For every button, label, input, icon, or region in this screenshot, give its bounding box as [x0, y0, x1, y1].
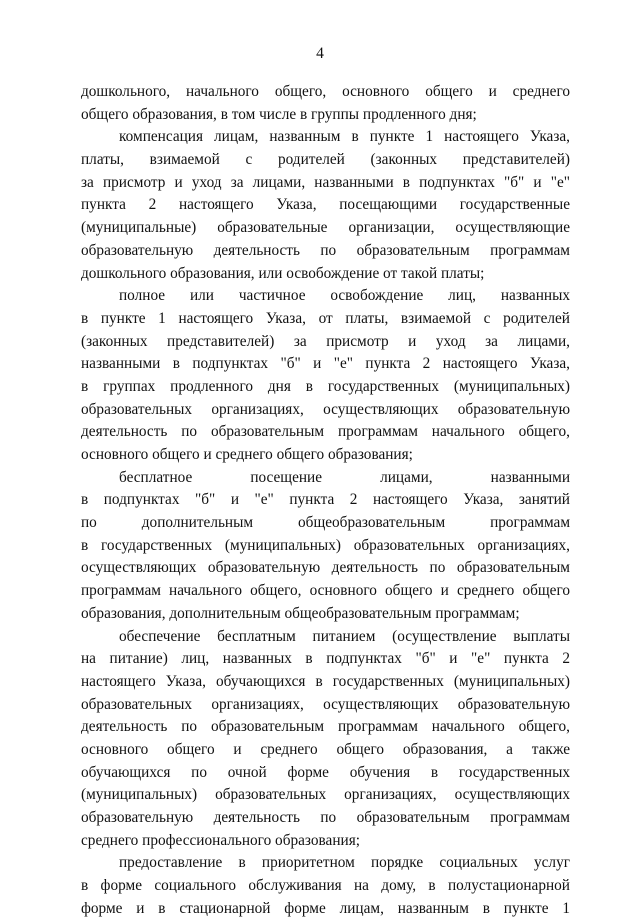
text-line: настоящего Указа, обучающихся в государственных (муниципальных): [81, 672, 570, 690]
text-line: (муниципальных) образовательных организациях, осуществляющих: [81, 786, 570, 804]
text-line: в государственных (муниципальных) образовательных организациях,: [81, 536, 570, 554]
text-line: образовательную деятельность по образовательным программам: [81, 809, 570, 826]
text-line: основного общего и среднего общего образования, а также: [81, 740, 570, 758]
text-line: компенсация лицам, названным в пункте 1 настоящего Указа,: [119, 128, 570, 146]
document-body: [81, 81, 570, 920]
text-line: основного общего и среднего общего образования;: [81, 446, 413, 463]
text-line: в группах продленного дня в государственных (муниципальных): [81, 377, 570, 395]
text-line: деятельность по образовательным программам начального общего,: [81, 423, 570, 441]
text-line: пункта 2 настоящего Указа, посещающими государственные: [81, 196, 570, 214]
page-number: 4: [316, 45, 324, 62]
text-line: осуществляющих образовательную деятельность по образовательным: [81, 559, 570, 577]
text-line: платы, взимаемой с родителей (законных представителей): [81, 151, 570, 169]
text-line: образовательную деятельность по образовательным программам: [81, 241, 570, 259]
text-line: обучающихся по очной форме обучения в государственных: [81, 763, 570, 781]
text-line: за присмотр и уход за лицами, названными в подпунктах "б" и "е": [81, 173, 570, 191]
text-line: форме и в стационарной форме лицам, названным в пункте 1: [81, 899, 570, 917]
text-line: названными в подпунктах "б" и "е" пункта 2 настоящего Указа,: [81, 355, 570, 373]
text-line: по дополнительным общеобразовательным программам: [81, 514, 570, 532]
text-line: деятельность по образовательным программам начального общего,: [81, 718, 570, 736]
text-line: (законных представителей) за присмотр и уход за лицами,: [81, 332, 570, 350]
text-line: дошкольного образования, или освобождение от такой платы;: [81, 264, 485, 282]
text-line: обеспечение бесплатным питанием (осуществление выплаты: [119, 627, 570, 645]
text-line: образовательных организациях, осуществляющих образовательную: [81, 400, 570, 418]
text-line: образовательных организациях, осуществляющих образовательную: [81, 695, 570, 713]
text-line: на питание) лиц, названных в подпунктах "б" и "е" пункта 2: [81, 650, 570, 668]
text-line: программам начального общего, основного общего и среднего общего: [81, 582, 570, 600]
text-line: бесплатное посещение лицами, названными: [119, 468, 570, 486]
text-line: в пункте 1 настоящего Указа, от платы, взимаемой с родителей: [81, 309, 570, 327]
text-line: (муниципальные) образовательные организации, осуществляющие: [81, 219, 570, 237]
text-line: полное или частичное освобождение лиц, названных: [119, 287, 570, 305]
text-line: в форме социального обслуживания на дому, в полустационарной: [81, 877, 570, 895]
text-line: дошкольного, начального общего, основного общего и среднего: [81, 83, 570, 100]
text-line: образования, дополнительным общеобразовательным программам;: [81, 604, 520, 622]
text-line: предоставление в приоритетном порядке социальных услуг: [119, 854, 570, 872]
text-line: среднего профессионального образования;: [81, 831, 360, 849]
text-line: в подпунктах "б" и "е" пункта 2 настоящего Указа, занятий: [81, 491, 570, 509]
text-line: общего образования, в том числе в группы продленного дня;: [81, 105, 477, 123]
